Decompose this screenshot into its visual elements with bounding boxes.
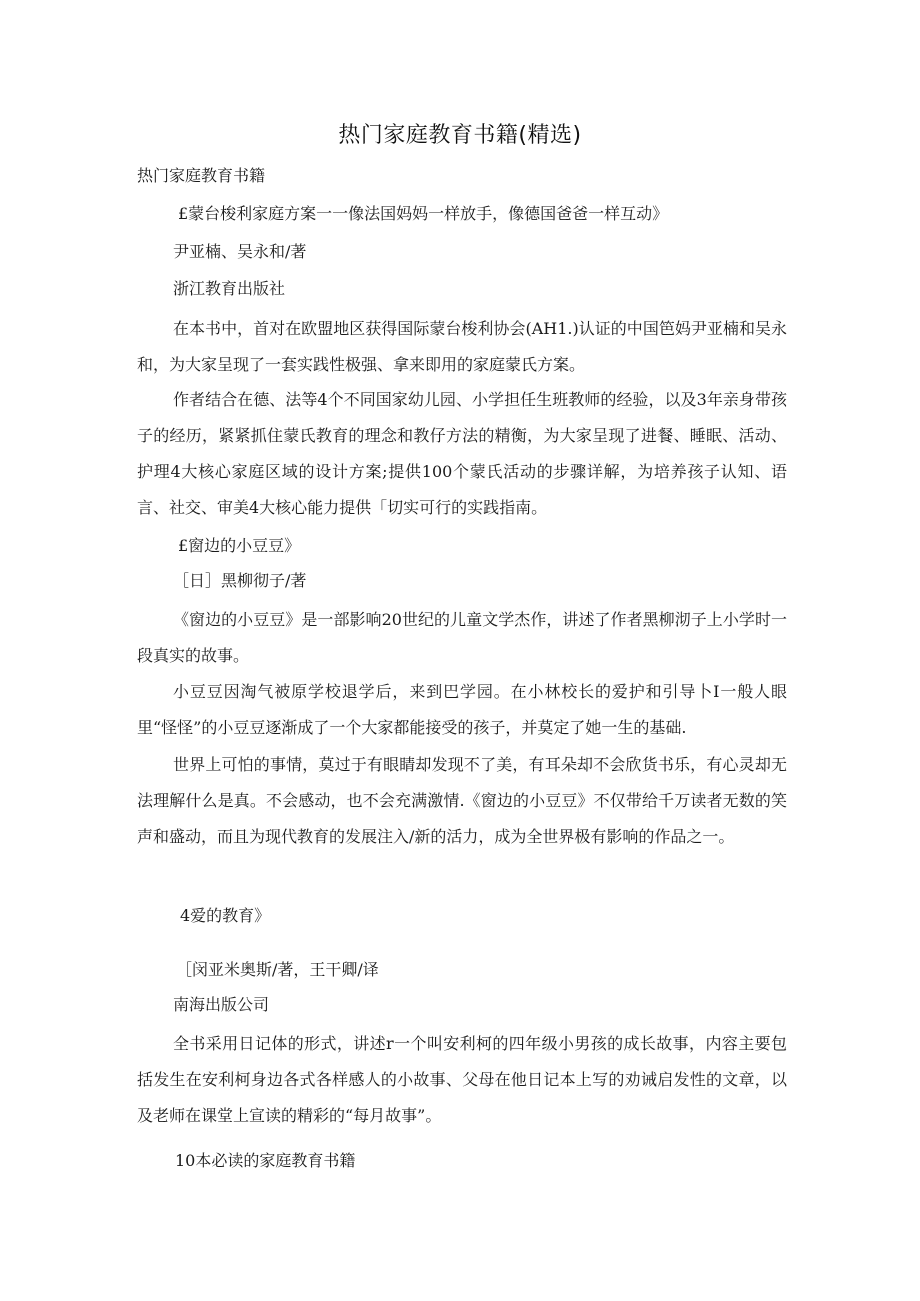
book2-title: £窗边的小豆豆》 <box>178 536 301 555</box>
footer-heading: 10本必读的家庭教育书籍 <box>175 1151 356 1170</box>
book3-title: 4爱的教育》 <box>180 906 271 925</box>
book2-authors: ［日］黑柳彻子/著 <box>173 571 307 590</box>
page-title: 热门家庭教育书籍(精选) <box>338 123 582 148</box>
book1-authors: 尹亚楠、吴永和/著 <box>173 242 307 261</box>
book3-paragraph-1: 全书采用日记体的形式，讲述r一个叫安利柯的四年级小男孩的成长故事，内容主要包括发生在安利柯身边各式各样感人的小故事、父母在他日记本上写的劝诫启发性的文章，以及老师在课堂上宣读的精彩的“每月故事”。 <box>137 1034 787 1125</box>
book2-paragraph-1: 《窗边的小豆豆》是一部影响20世纪的儿童文学杰作，讲述了作者黑柳沏子上小学时一段真实的故事。 <box>137 610 787 665</box>
book1-publisher: 浙江教育出版社 <box>173 279 286 298</box>
book3-authors: ［闵亚米奥斯/著，王干卿/译 <box>176 960 379 979</box>
book1-title: £蒙台梭利家庭方案一一像法国妈妈一样放手，像德国爸爸一样互动》 <box>178 204 669 223</box>
book3-publisher: 南海出版公司 <box>173 995 270 1014</box>
subtitle: 热门家庭教育书籍 <box>137 166 266 185</box>
book1-paragraph-1: 在本书中，首对在欧盟地区获得国际蒙台梭利协会(AH1.)认证的中国笆妈尹亚楠和吴永和，为大家呈现了一套实践性极强、拿来即用的家庭蒙氏方案。 <box>137 319 787 374</box>
book2-paragraph-2: 小豆豆因淘气被原学校退学后，来到巴学园。在小林校长的爱护和引导卜I一般人眼里“怪怪”的小豆豆逐渐成了一个大家都能接受的孩子，并莫定了她一生的基础. <box>137 682 787 737</box>
book2-paragraph-3: 世界上可怕的事情，莫过于有眼睛却发现不了美，有耳朵却不会欣货书乐，有心灵却无法理解什么是真。不会感动，也不会充满激情.《窗边的小豆豆》不仅带给千万读者无数的笑声和盛动，而且为现代教育的发展注入/新的活力，成为全世界极有影响的作品之一。 <box>137 755 787 846</box>
book1-paragraph-2: 作者结合在德、法等4个不同国家幼儿园、小学担任生班教师的经验，以及3年亲身带孩子的经历，紧紧抓住蒙氏教育的理念和教仔方法的精衡，为大家呈现了进餐、睡眠、活动、护理4大核心家庭区域的设计方案;提供100个蒙氏活动的步骤详解，为培养孩子认知、语言、社交、审美4大核心能力提供「切实可行的实践指南。 <box>137 390 787 517</box>
